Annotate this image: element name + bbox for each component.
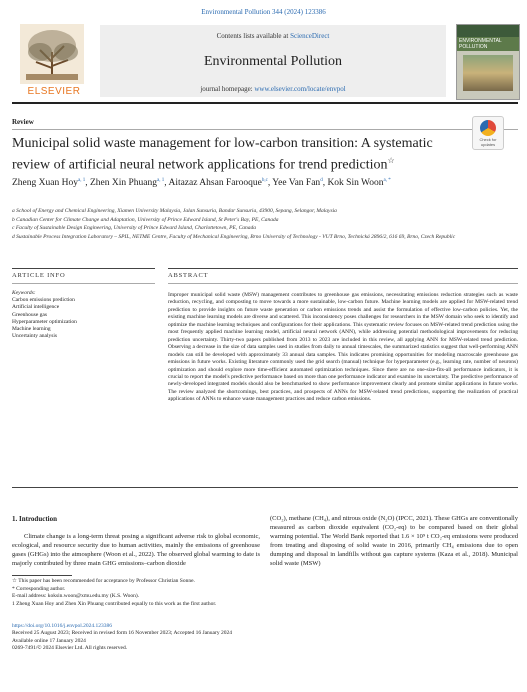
author-name[interactable]: Zheng Xuan Hoy xyxy=(12,178,78,189)
journal-citation[interactable]: Environmental Pollution 344 (2024) 123386 xyxy=(201,8,326,16)
affiliation: c Faculty of Sustainable Design Engineering, University of Prince Edward Island, Charlottetown, PE, Canada xyxy=(12,225,257,231)
author-affil[interactable]: d xyxy=(320,178,323,183)
abstract-rule xyxy=(168,268,518,269)
sciencedirect-link[interactable]: ScienceDirect xyxy=(290,32,330,40)
article-info-heading: ARTICLE INFO xyxy=(12,272,66,279)
abstract-text: Improper municipal solid waste (MSW) management contributes to greenhouse gas emissions, necessitating emissions reduction strategies such as waste reduction, recycling, and composting to move towards a more sustainable, low-carbon future. Machine learning models are applied for MSW-related trend prediction to provide insights on future waste generation or carbon emissions trends and assist the formulation of effective low-carbon policies. Yet, the existing machine learning models are diverse and scattered. This inconsistency poses challenges for researchers in the MSW domain who seek to identify and optimize the machine learning techniques and configurations for their applications. This systematic review focuses on MSW-related trend prediction using the most frequently applied machine learning model, artificial neural network (ANN), while addressing potential methodological improvements for reducing prediction uncertainty. Thirty-two papers published from 2013 to 2023 are included in this review, all applying ANN for MSW-related trend prediction. Observing a decrease in the size of data samples used in studies from daily to annual timescales, the summarized statistics suggest that well-performing ANN models can still be developed with approximately 33 annual data samples. This indicates promising opportunities for modeling macroscale greenhouse gas emissions in future works. Existing literature commonly used the grid search (manual) technique for hyperparameter (e.g., learning rate, number of neurons) optimization and should explore more time-efficient automated optimization techniques. Since there are no one-size-fits-all performance indicators, it is crucial to report the model's predictive performance based on more than one performance indicator and examine its uncertainty. The predictive performance of newly-developed integrated models should also be benchmarked to show performance improvement clearly and promote similar applications in future works. The review analyzed the shortcomings, best practices, and prospects of ANNs for MSW-related trend predictions, supporting the realization of practical applications of ANNs to enhance waste management practices and reduce carbon emissions. xyxy=(168,292,518,403)
author-list: Zheng Xuan Hoy$^{a, 1}$, Zhen Xin Phuang$^{a, 1}$, Aitazaz Ahsan Farooque$^{b,c}$, Yee Van Fan$^d$, Kok Sin Woon$^{a, *}$ xyxy=(12,178,391,189)
keywords-block xyxy=(12,290,155,340)
author-affil[interactable]: b,c xyxy=(261,178,268,183)
introduction-heading: 1. Introduction xyxy=(12,515,57,523)
abstract-inner-rule xyxy=(168,283,518,284)
affiliation: d Sustainable Process Integration Laboratory – SPIL, NETME Centre, Faculty of Mechanical Engineering, Brno University of Technology - VUT Brno, Technická 2896/2, 616 69, Brno, Czech Republic xyxy=(12,233,456,240)
author-name[interactable]: Kok Sin Woon xyxy=(327,178,384,189)
footnote-email[interactable]: E-mail address: koksin.woon@xmu.edu.my (K.S. Woon). xyxy=(12,593,140,599)
cover-title-line2: POLLUTION xyxy=(459,44,488,50)
journal-title[interactable]: Environmental Pollution xyxy=(203,54,343,69)
footnote: * Corresponding author. xyxy=(12,585,66,592)
footnotes xyxy=(12,578,412,608)
author-name[interactable]: Aitazaz Ahsan Farooque xyxy=(168,178,262,189)
cover-image xyxy=(463,55,513,91)
affiliation: a School of Energy and Chemical Engineering, Xiamen University Malaysia, Jalan Sunsuria, Bandar Sunsuria, 43900, Sepang, Selangor, Malaysia xyxy=(12,208,337,214)
contents-prefix: Contents lists available at xyxy=(216,32,291,40)
article-type: Review xyxy=(12,118,34,126)
abstract-bottom-rule xyxy=(12,487,518,488)
keyword: Uncertainty analysis xyxy=(12,333,58,340)
keywords-label: Keywords: xyxy=(12,290,36,296)
author-affil[interactable]: a, 1 xyxy=(77,178,86,183)
check-for-updates-button[interactable] xyxy=(472,116,504,150)
homepage-line xyxy=(100,85,446,93)
keyword: Machine learning xyxy=(12,326,51,333)
footnote-rule xyxy=(12,575,72,576)
doi-link[interactable]: https://doi.org/10.1016/j.envpol.2024.123386 xyxy=(12,623,112,629)
abstract-heading: ABSTRACT xyxy=(168,272,209,279)
journal-cover-thumbnail[interactable] xyxy=(456,24,520,100)
intro-paragraph-col2: (CO₂), methane (CH₄), and nitrous oxide (N₂O) (IPCC, 2021). These GHGs are conventionally measured as carbon dioxide equivalent (CO₂-eq) to be compared based on their global warming potential. The World Bank reported that 1.6 × 10⁹ t CO₂-eq emissions were produced from treating and disposing of solid waste in 2016, primarily CH₄ emissions due to open dumping and disposal in landfills without gas capture systems (Kaza et al., 2018). Municipal solid waste (MSW) xyxy=(270,515,518,568)
homepage-prefix: journal homepage: xyxy=(200,85,255,93)
article-info-rule xyxy=(12,268,155,269)
keywords-rule xyxy=(12,283,155,284)
check-updates-label: Check for updates xyxy=(479,137,497,147)
cover-title-line1: ENVIRONMENTAL xyxy=(459,38,502,44)
keyword: Hyperparameter optimization xyxy=(12,318,77,325)
elsevier-wordmark: ELSEVIER xyxy=(27,86,81,97)
author-affil[interactable]: a, 1 xyxy=(156,178,165,183)
intro-paragraph-col1: Climate change is a long-term threat posing a significant adverse risk to global economic, ecological, and resource security due to human activities, mainly the emissions of greenhouse gases (GHGs) into the atmosphere (Woon et al., 2022). The observed global warming to date is majorly contributed by three main GHG emissions–carbon dioxide xyxy=(12,533,260,568)
author-name[interactable]: Zhen Xin Phuang xyxy=(89,178,157,189)
type-divider xyxy=(12,129,518,130)
homepage-link[interactable]: www.elsevier.com/locate/envpol xyxy=(254,85,346,93)
elsevier-logo[interactable] xyxy=(12,22,92,100)
crossmark-icon xyxy=(480,120,496,136)
header-divider xyxy=(12,102,518,104)
publication-dates: Received 25 August 2023; Received in revised form 16 November 2023; Accepted 16 January 2024 xyxy=(12,630,232,637)
article-title-text: Municipal solid waste management for low-carbon transition: A systematic review of artificial neural network applications for trend prediction xyxy=(12,136,433,173)
affiliation: b Canadian Center for Climate Change and Adaptation, University of Prince Edward Island, St Peter's Bay, PE, Canada xyxy=(12,216,279,223)
keyword: Artificial intelligence xyxy=(12,304,60,311)
title-footnote-mark[interactable]: ☆ xyxy=(387,156,395,165)
article-title xyxy=(12,135,442,174)
available-online: Available online 17 January 2024 xyxy=(12,637,86,644)
author-name[interactable]: Yee Van Fan xyxy=(272,178,321,189)
footnote: 1 Zheng Xuan Hoy and Zhen Xin Phuang contributed equally to this work as the first author. xyxy=(12,600,217,607)
keyword: Greenhouse gas xyxy=(12,311,47,318)
affiliations xyxy=(12,208,512,242)
keyword: Carbon emissions prediction xyxy=(12,297,75,304)
contents-line xyxy=(100,32,446,40)
publication-info xyxy=(12,623,412,652)
author-affil[interactable]: a, * xyxy=(383,178,391,183)
footnote: ☆ This paper has been recommended for acceptance by Professor Christian Sonne. xyxy=(12,578,195,584)
copyright: 0269-7491/© 2024 Elsevier Ltd. All rights reserved. xyxy=(12,644,128,651)
